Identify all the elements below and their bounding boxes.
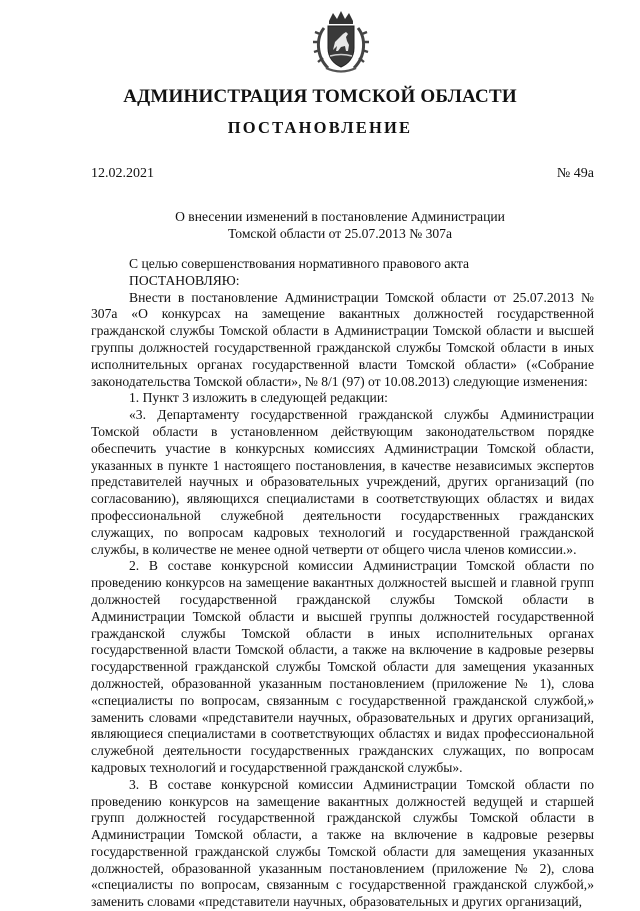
organization-title: АДМИНИСТРАЦИЯ ТОМСКОЙ ОБЛАСТИ (123, 86, 517, 107)
item-2-paragraph: 2. В составе конкурсной комиссии Администрации Томской области по проведению конкурсов на замещение вакантных должностей высшей и главной групп должностей государственной гражданской службы Томской области в Администрации Томской области и высшей группы должностей государственной гражданской службы Томской области в иных исполнительных органах государственной власти Томской области, а также на включение в кадровые резервы государственной гражданской службы Томской области для замещения указанных должностей, образованной указанным постановлением (приложение № 1), слова «специалисты по вопросам, связанным с государственной гражданской службой,» заменить словами «представители научных, образовательных и других организаций, являющиеся специалистами в соответствующих областях и видах профессиональной служебной деятельности государственных гражданских служащих, по вопросам кадровых технологий и государственной гражданской службы». (91, 558, 594, 775)
document-type: ПОСТАНОВЛЕНИЕ (227, 118, 413, 137)
preamble-paragraph: С целью совершенствования нормативного правового акта (129, 256, 470, 271)
intro-paragraph: Внести в постановление Администрации Томской области от 25.07.2013 № 307а «О конкурсах на замещение вакантных должностей государственной гражданской службы Томской области в Администрации Томской области и высшей группы должностей государственной гражданской службы Томской области в иных исполнительных органах государственной власти Томской области» («Собрание законодательства Томской области», № 8/1 (97) от 10.08.2013) следующие изменения: (91, 289, 594, 389)
coat-of-arms-icon (310, 10, 372, 76)
item-3-paragraph: 3. В составе конкурсной комиссии Администрации Томской области по проведению конкурсов на замещение вакантных должностей ведущей и старшей групп должностей государственной гражданской службы Томской области в Администрации Томской области, а также на включение в кадровые резервы государственной гражданской службы Томской области для замещения указанных должностей, образованной указанным постановлением (приложение № 2), слова «специалисты по вопросам, связанным с государственной гражданской службой,» заменить словами «представители научных, образовательных и других организаций, (91, 776, 594, 910)
resolve-word: ПОСТАНОВЛЯЮ: (129, 272, 240, 288)
subject-line: Томской области от 25.07.2013 № 307а (228, 226, 452, 241)
subject-line: О внесении изменений в постановление Администрации (175, 209, 505, 224)
item-1-text: «3. Департаменту государственной гражданской службы Администрации Томской области в установленном действующим законодательством порядке обеспечить участие в конкурсных комиссиях Администрации Томской области, указанных в пункте 1 настоящего постановления, в качестве независимых экспертов представителей научных и образовательных учреждений, других организаций (по согласованию), являющихся специалистами в соответствующих областях и видах профессиональной служебной деятельности государственных гражданских служащих, по вопросам кадровых технологий и государственной гражданской службы, в количестве не менее одной четверти от общего числа членов комиссии.». (91, 407, 594, 557)
item-1-heading: 1. Пункт 3 изложить в следующей редакции: (129, 390, 388, 406)
document-body (91, 256, 594, 911)
document-date: 12.02.2021 (91, 166, 154, 181)
document-number: № 49а (556, 166, 594, 181)
document-subject (120, 208, 560, 242)
